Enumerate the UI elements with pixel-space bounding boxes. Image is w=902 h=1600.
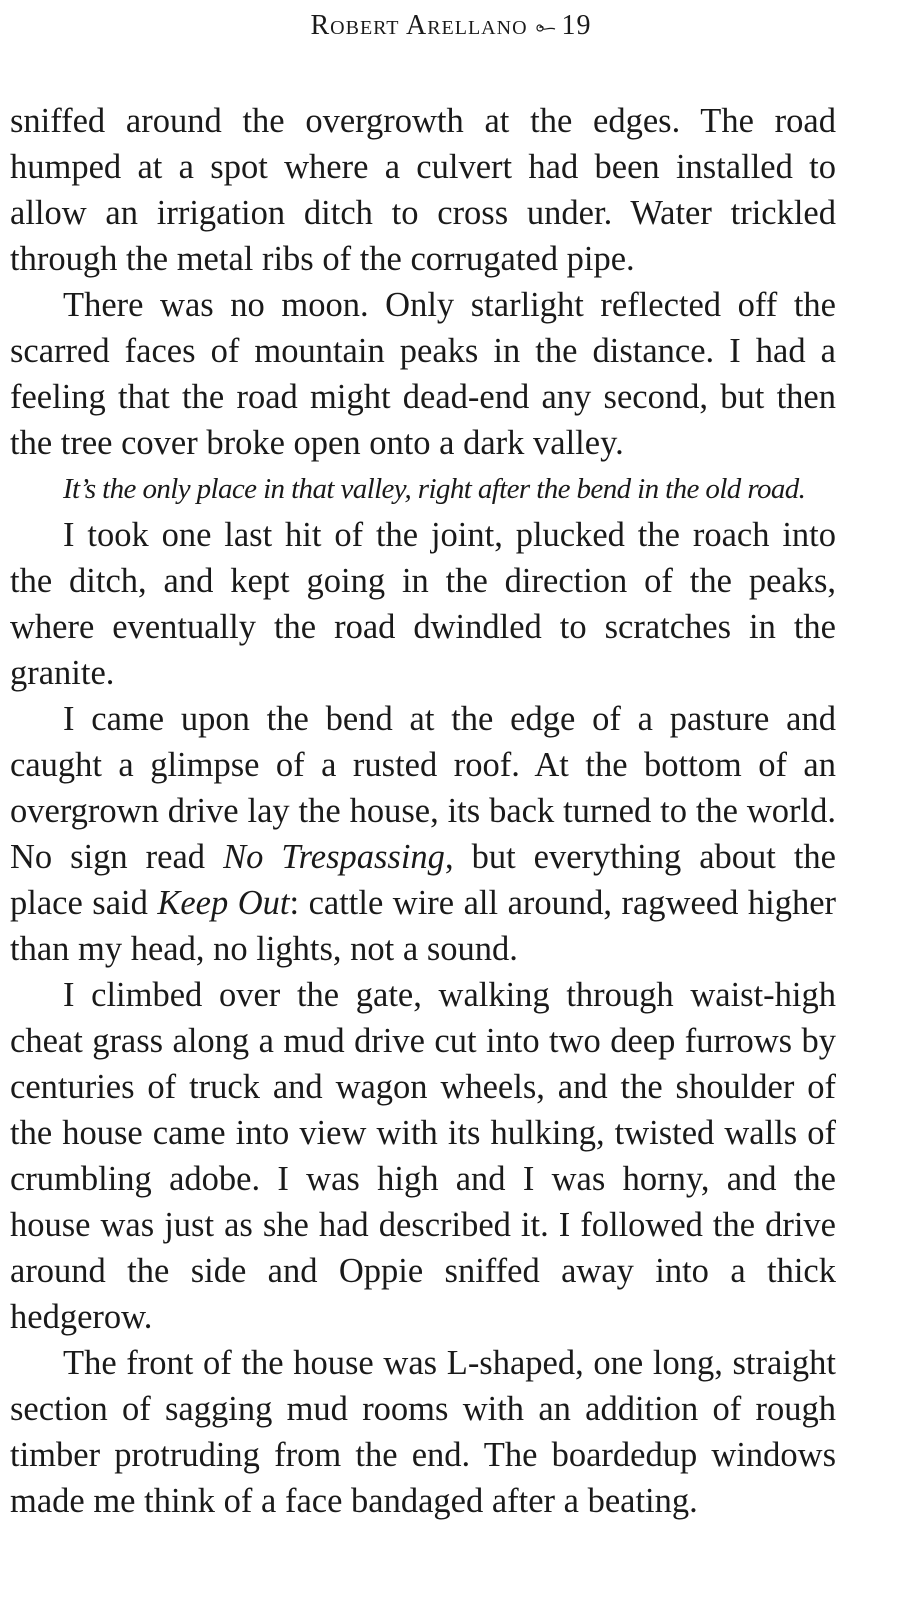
keep-out-emphasis: Keep Out: [157, 884, 290, 922]
paragraph-1-text: sniffed around the overgrowth at the edges. The road humped at a spot where a culvert had been installed to allow an irrigation ditch to cross under. Water trickled through the metal ribs of the corrugated pipe.: [10, 102, 836, 278]
body-text: [10, 98, 836, 1524]
running-head: [0, 10, 902, 42]
paragraph-4: [10, 512, 836, 696]
no-trespassing-emphasis: No Trespassing: [223, 838, 445, 876]
paragraph-5-text-b: , but everything about the place said: [10, 838, 836, 922]
page-number: 19: [561, 10, 592, 41]
paragraph-7-text: The front of the house was L-shaped, one long, straight section of sagging mud rooms with an addition of rough timber protruding from the end. The boardedup windows made me think of a face bandaged after a beating.: [10, 1344, 836, 1520]
paragraph-2: [10, 282, 836, 466]
paragraph-6: [10, 972, 836, 1340]
paragraph-5: [10, 696, 836, 972]
paragraph-2-text: There was no moon. Only starlight reflected off the scarred faces of mountain peaks in the distance. I had a feeling that the road might dead-end any second, but then the tree cover broke open onto a dark valley.: [10, 286, 836, 462]
paragraph-7: [10, 1340, 836, 1524]
paragraph-5-text-a: I came upon the bend at the edge of a pasture and caught a glimpse of a rusted roof. At the bottom of an overgrown drive lay the house, its back turned to the world. No sign read: [10, 700, 836, 876]
paragraph-6-text: I climbed over the gate, walking through waist-high cheat grass along a mud drive cut into two deep furrows by centuries of truck and wagon wheels, and the shoulder of the house came into view with its hulking, twisted walls of crumbling adobe. I was high and I was horny, and the house was just as she had described it. I followed the drive around the side and Oppie sniffed away into a thick hedgerow.: [10, 976, 836, 1336]
paragraph-1: [10, 98, 836, 282]
flourish-icon: [536, 21, 556, 35]
italic-recollection-line: It’s the only place in that valley, right after the bend in the old road.: [63, 473, 806, 505]
paragraph-4-text: I took one last hit of the joint, plucked the roach into the ditch, and kept going in the direction of the peaks, where eventually the road dwindled to scratches in the granite.: [10, 516, 836, 692]
paragraph-5-text-c: : cattle wire all around, ragweed higher than my head, no lights, not a sound.: [10, 884, 836, 968]
author-name: Robert Arellano: [310, 10, 528, 41]
